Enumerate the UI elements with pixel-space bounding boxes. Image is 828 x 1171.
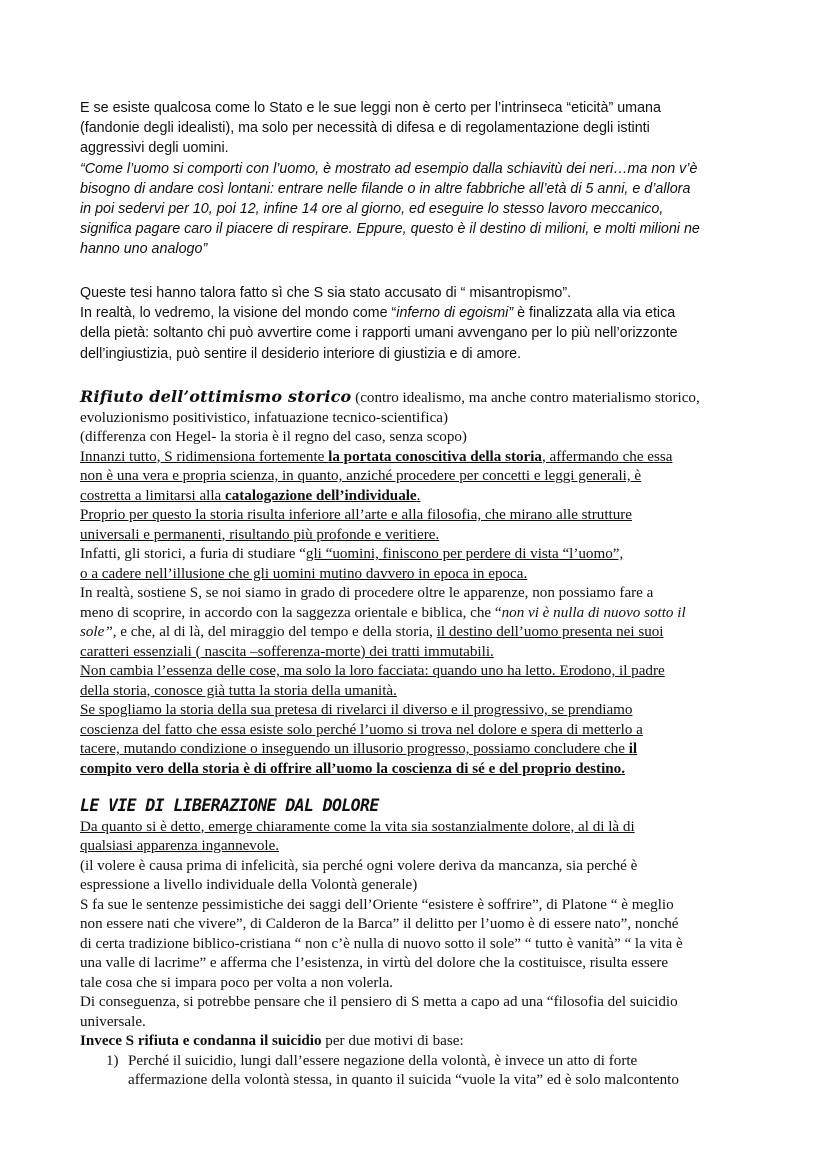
bold-span: il [628,741,638,757]
quote-line: in poi sedervi per 10, poi 12, infine 14 ore al giorno, ed eseguire lo stesso lavoro meccanico, [80,201,664,218]
text-line: (differenza con Hegel- la storia è il regno del caso, senza scopo) [80,429,467,445]
rifiuto-section [80,387,760,779]
text-span: . [416,487,421,504]
list-number: 1) [106,1052,119,1069]
quote-line: “Come l’uomo si comporti con l’uomo, è mostrato ad esempio dalla schiavitù dei neri…ma non v’è [80,160,698,177]
list-item-text: affermazione della volontà stessa, in quanto il suicida “vuole la vita” ed è solo malcontento [128,1072,679,1088]
list-item [80,1052,760,1072]
text-line [80,487,760,507]
text-line [80,623,760,643]
text-line: o a cadere nell’illusione che gli uomini mutino davvero in epoca in epoca. [80,565,528,582]
text-line: In realtà, sostiene S, se noi siamo in grado di procedere oltre le apparenze, non possiamo fare a [80,585,654,601]
text-line: qualsiasi apparenza ingannevole. [80,838,280,854]
text-line: non è una vera e propria scienza, in quanto, anziché procedere per concetti e leggi generali, è [80,468,642,484]
text-span: per due motivi di base: [321,1033,464,1049]
text-line: della storia, conosce già tutta la storia della umanità. [80,682,397,699]
text-span: meno di scoprire, in accordo con la saggezza orientale e biblica, che “ [80,604,502,621]
text-line: aggressivi degli uomini. [80,140,229,157]
text-line: universale. [80,1013,146,1030]
text-line: universali e permanenti, risultando più profonde e veritiere. [80,526,440,543]
section-heading: Rifiuto dell’ottimismo storico [80,387,352,406]
text-line: coscienza del fatto che essa esiste solo perché l’uomo si trova nel dolore e spera di metterlo a [80,721,643,738]
italic-span: non vi è nulla di nuovo sotto il [501,604,686,621]
text-line: Non cambia l’essenza delle cose, ma solo la loro facciata: quando uno ha letto. Erodono, il padre [80,663,665,679]
underlined-span: gli “uomini, finiscono per perdere di vista “l’uomo”, [305,546,624,562]
text-line [80,740,760,760]
text-line: Da quanto si è detto, emerge chiaramente come la vita sia sostanzialmente dolore, al di là di [80,818,635,835]
text-line [80,448,760,468]
misantropismo-paragraph [80,283,760,364]
italic-span: inferno di egoismi” [396,305,514,322]
text-line: compito vero della storia è di offrire all’uomo la coscienza di sé e del proprio destino. [80,760,625,777]
underlined-span: il destino dell’uomo presenta nei suoi [436,624,664,640]
text-span: costretta a limitarsi alla [80,487,226,504]
text-line: Proprio per questo la storia risulta inferiore all’arte e alla filosofia, che mirano alle strutture [80,507,632,523]
text-line [80,303,760,323]
section-heading: LE VIE DI LIBERAZIONE DAL DOLORE [80,796,379,815]
text-line: Di conseguenza, si potrebbe pensare che il pensiero di S metta a capo ad una “filosofia del suicidio [80,994,678,1010]
quote-line: significa pagare caro il piacere di respirare. Eppure, questo è il destino di milioni, e molti milioni ne [80,221,700,238]
text-span: (contro idealismo, ma anche contro materialismo storico, [351,390,700,406]
text-line [80,604,760,624]
text-line: non essere nati che vivere”, di Calderon de la Barca” il delitto per l’uomo è di essere nato”, nonché [80,916,679,932]
bold-span: catalogazione dell’individuale [225,487,417,504]
list-item-text: Perché il suicidio, lungi dall’essere negazione della volontà, è invece un atto di forte [128,1052,638,1069]
text-line: della pietà: soltanto chi può avvertire come i rapporti umani avvengano per lo più nell’orizzonte [80,325,678,342]
vie-section [80,796,760,1091]
text-line: caratteri essenziali ( nascita –sofferenza-morte) dei tratti immutabili. [80,643,494,660]
text-line: (fandonie degli idealisti), ma solo per necessità di difesa e di regolamentazione degli istinti [80,120,650,137]
text-line: Queste tesi hanno talora fatto sì che S sia stato accusato di “ misantropismo”. [80,285,572,301]
text-line: di certa tradizione biblico-cristiana “ non c’è nulla di nuovo sotto il sole” “ tutto è vanità” “ la vita è [80,935,683,952]
text-span: Innanzi tutto, S ridimensiona fortemente [80,448,329,465]
text-line [80,1032,760,1052]
bold-span: Invece S rifiuta e condanna il suicidio [80,1033,322,1049]
list-item-continuation [80,1071,760,1091]
text-line: espressione a livello individuale della Volontà generale) [80,877,418,893]
text-span: , affermando che essa [541,448,673,465]
section-heading-line [80,387,760,409]
text-line [80,545,760,565]
text-line: una valle di lacrime” e afferma che l’esistenza, in virtù del dolore che la costituisce, risulta essere [80,955,669,971]
text-span: In realtà, lo vedremo, la visione del mondo come “ [80,305,397,322]
text-line: tale cosa che si impara poco per volta a non volerla. [80,974,394,991]
quote-line: hanno uno analogo” [80,241,208,258]
text-span: Infatti, gli storici, a furia di studiare “ [80,546,306,562]
quote-line: bisogno di andare così lontani: entrare nelle filande o in altre fabbriche all’età di 5 anni, e d’allora [80,180,691,197]
text-line: Se spogliamo la storia della sua pretesa di rivelarci il diverso e il progressivo, se prendiamo [80,702,633,718]
text-line: E se esiste qualcosa come lo Stato e le sue leggi non è certo per l’intrinseca “eticità” umana [80,100,661,116]
text-span: è finalizzata alla via etica [513,305,676,322]
text-span: tacere, mutando condizione o inseguendo un illusorio progresso, possiamo concludere che [80,741,629,757]
text-line: (il volere è causa prima di infelicità, sia perché ogni volere deriva da mancanza, sia perché è [80,857,638,874]
italic-span: sole”, [80,624,117,640]
bold-span: la portata conoscitiva della storia [328,448,542,465]
text-line: S fa sue le sentenze pessimistiche dei saggi dell’Oriente “esistere è soffrire”, di Platone “ è meglio [80,896,674,913]
text-span: e che, al di là, del miraggio del tempo e della storia, [116,624,437,640]
intro-paragraph [80,98,760,260]
text-line: evoluzionismo positivistico, infatuazione tecnico-scientifica) [80,409,449,426]
text-line: dell’ingiustizia, può sentire il desiderio interiore di giustizia e di amore. [80,345,522,362]
